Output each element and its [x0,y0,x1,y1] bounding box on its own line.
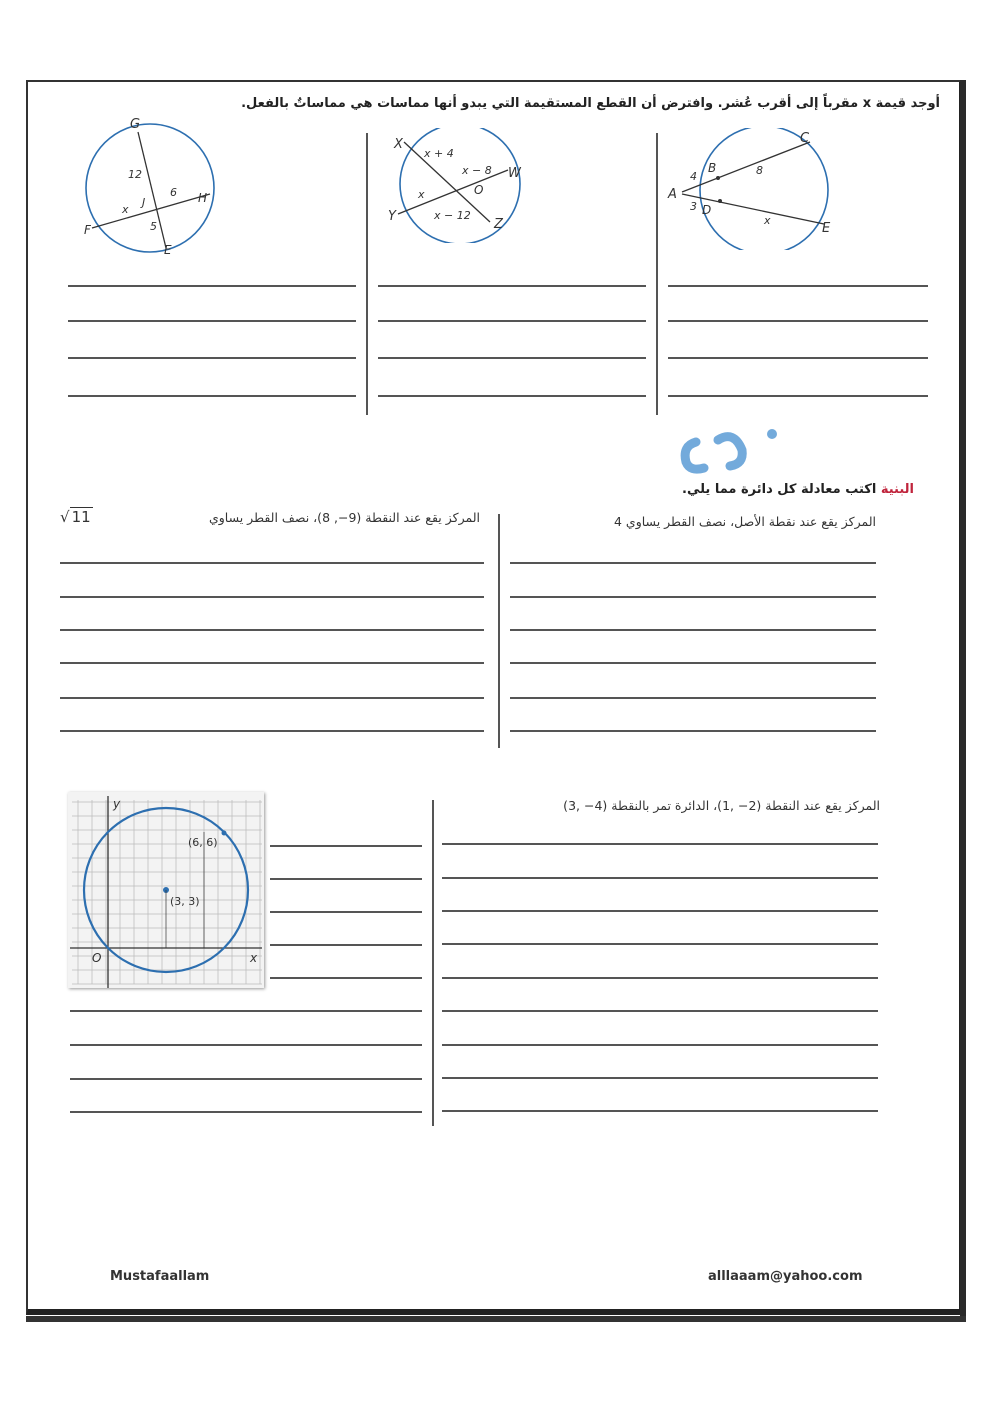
answer-line[interactable] [68,320,356,322]
figure-intersecting-chords [70,112,230,262]
answer-line[interactable] [668,395,928,397]
answer-line[interactable] [668,357,928,359]
answer-line[interactable] [510,662,876,664]
answer-line[interactable] [60,697,484,699]
figure-secant-segments [382,128,542,243]
origin-label: O [92,951,102,965]
problem-center-point: المركز يقع عند النقطة (2− ,1)، الدائرة تمر بالنقطة (4− ,3) [563,798,880,813]
answer-line[interactable] [68,395,356,397]
radical-icon: √ [60,508,70,526]
answer-line[interactable] [668,320,928,322]
watermark-logo [676,424,786,474]
divider-section3 [432,800,434,1126]
answer-line[interactable] [378,320,646,322]
answer-line[interactable] [270,911,422,913]
answer-line[interactable] [510,629,876,631]
answer-line[interactable] [510,596,876,598]
label-x-minus-12: x − 12 [434,209,471,222]
section2-instruction: اكتب معادلة كل دائرة مما يلي. [682,482,877,497]
answer-line[interactable] [442,877,878,879]
answer-line[interactable] [442,943,878,945]
divider-fig-1 [366,133,368,415]
label-Y: Y [388,209,396,224]
sqrt-expression [60,508,93,526]
label-B: B [708,161,717,175]
footer-email[interactable]: alllaaam@yahoo.com [708,1269,863,1284]
label-C: C [800,131,810,146]
label-5: 5 [150,220,157,233]
axis-label-y: y [113,797,121,811]
problem-left-text: المركز يقع عند النقطة (9−, 8)، نصف القطر يساوي [208,510,480,525]
label-Z: Z [494,217,503,232]
answer-line[interactable] [510,730,876,732]
page-shadow-right [960,80,966,1322]
problem-origin-radius: المركز يقع عند نقطة الأصل، نصف القطر يساوي 4 [614,514,876,529]
answer-line[interactable] [60,629,484,631]
center-label: (3, 3) [170,895,200,908]
answer-line[interactable] [68,285,356,287]
point-label: (6, 6) [188,836,218,849]
answer-line[interactable] [442,977,878,979]
answer-line[interactable] [270,944,422,946]
answer-line[interactable] [378,395,646,397]
answer-line[interactable] [70,1044,422,1046]
answer-line[interactable] [60,662,484,664]
label-X: X [394,137,403,152]
point-on-circle [222,831,227,836]
answer-line[interactable] [442,910,878,912]
answer-line[interactable] [60,730,484,732]
answer-line[interactable] [70,1078,422,1080]
label-x: x [764,214,771,227]
label-3: 3 [690,200,697,213]
label-D: D [702,203,712,217]
coordinate-graph [68,792,264,988]
divider-fig-2 [656,133,658,415]
label-F: F [84,223,91,237]
problem-center-radius-sqrt [60,510,480,525]
label-6: 6 [170,186,177,199]
label-O: O [474,183,484,197]
label-A: A [668,187,677,202]
figure-external-secants [664,128,844,250]
answer-line[interactable] [270,845,422,847]
page-shadow-bottom [26,1316,966,1322]
answer-line[interactable] [70,1010,422,1012]
answer-line[interactable] [70,1111,422,1113]
answer-line[interactable] [442,1044,878,1046]
section1-instruction: أوجد قيمة x مقرباً إلى أقرب عُشر. وافترض أن القطع المستقيمة التي يبدو أنها مماسات هي مماساتٌ بالفعل. [241,96,940,111]
answer-line[interactable] [510,562,876,564]
answer-line[interactable] [442,1077,878,1079]
answer-line[interactable] [378,357,646,359]
answer-line[interactable] [442,1010,878,1012]
answer-line[interactable] [68,357,356,359]
answer-line[interactable] [270,977,422,979]
label-x: x [122,203,129,216]
answer-line[interactable] [442,843,878,845]
label-x-mid: x [418,188,425,201]
label-E: E [164,243,172,257]
answer-line[interactable] [60,562,484,564]
label-4: 4 [690,170,697,183]
sqrt-radicand: 11 [71,508,91,526]
answer-line[interactable] [510,697,876,699]
footer-author: Mustafaallam [110,1269,210,1284]
answer-line[interactable] [668,285,928,287]
section2-label: البنية [880,482,914,497]
answer-line[interactable] [270,878,422,880]
label-x-plus-4: x + 4 [424,147,454,160]
axis-label-x: x [250,951,258,965]
answer-line[interactable] [378,285,646,287]
divider-section2 [498,514,500,748]
label-G: G [130,117,141,132]
label-12: 12 [128,168,142,181]
label-J: J [142,196,146,209]
section2-heading [682,482,914,497]
answer-line[interactable] [60,596,484,598]
answer-line[interactable] [442,1110,878,1112]
coordinate-graph-panel [68,792,264,988]
label-E: E [822,221,831,236]
label-W: W [508,166,521,181]
label-8: 8 [756,164,763,177]
label-H: H [198,191,208,205]
label-x-minus-8: x − 8 [462,164,492,177]
